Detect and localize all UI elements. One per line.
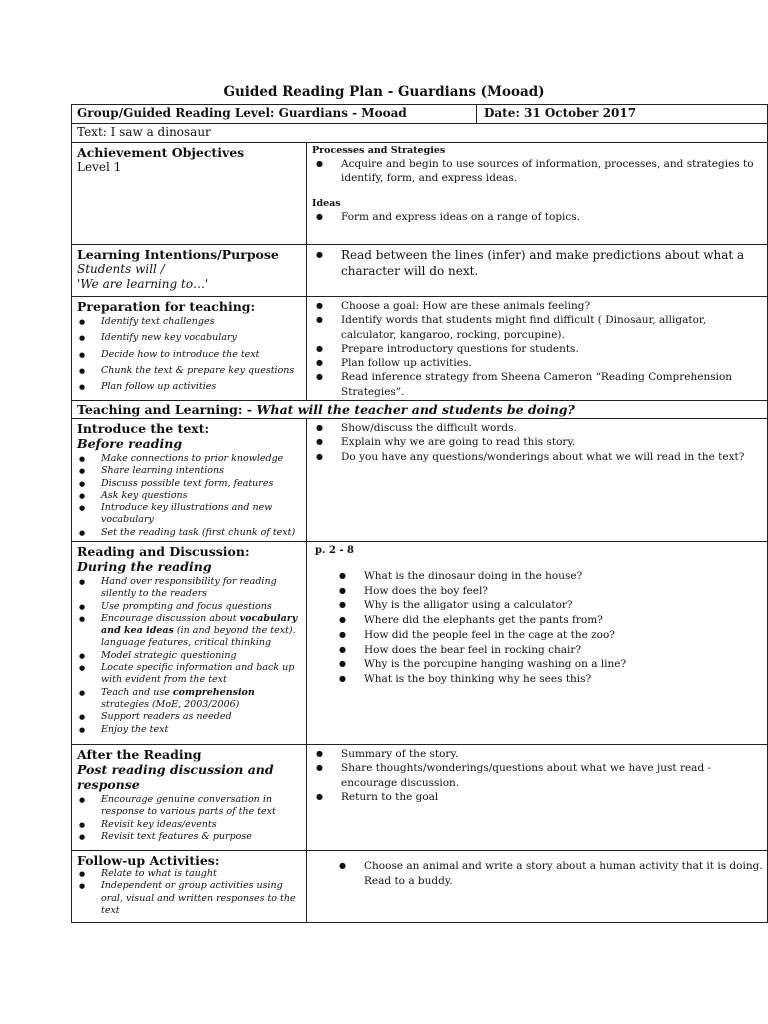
list-item: ● Share learning intentions [77,465,302,477]
list-item: ● Do you have any questions/wonderings about what we will read in the text? [312,450,763,464]
achievement-left [72,143,307,245]
list-item: ● Explain why we are going to read this story. [312,435,763,449]
processes-list [312,157,763,186]
list-item: ● Encourage discussion about vocabulary and kea ideas (in and beyond the text). language features, critical thinking [77,613,302,650]
processes-heading: Processes and Strategies [312,145,446,156]
learning-line2: 'We are learning to…' [77,277,209,291]
list-item: ● Make connections to prior knowledge [77,453,302,465]
group-row [72,105,768,124]
list-item: ● Ask key questions [77,490,302,502]
list-item: ● Hand over responsibility for reading silently to the readers [77,576,302,601]
list-item: ● Share thoughts/wonderings/questions about what we have just read - encourage discussion. [312,761,763,790]
list-item: ● Choose an animal and write a story about a human activity that it is doing. Read to a buddy. [312,859,763,888]
introduce-subheading: Before reading [77,436,183,451]
list-item: ● Why is the porcupine hanging washing on a line? [312,657,763,672]
followup-left-list [77,868,302,917]
introduce-right-list [312,421,763,464]
teaching-cell [72,401,768,419]
list-item: ● Model strategic questioning [77,650,302,662]
preparation-left [72,297,307,401]
list-item: ● Enjoy the text [77,724,302,736]
learning-row [72,245,768,297]
list-item: ● Use prompting and focus questions [77,601,302,613]
list-item: ● Plan follow up activities. [312,356,763,370]
after-left [72,745,307,851]
reading-left [72,542,307,745]
list-item: ● How did the people feel in the cage at the zoo? [312,628,763,643]
group-cell: Group/Guided Reading Level: Guardians - Mooad [72,105,477,124]
teaching-question: What will the teacher and students be doing? [256,402,575,417]
list-item: ● How does the boy feel? [312,584,763,599]
reading-left-list [77,576,302,736]
learning-right [307,245,768,297]
preparation-row [72,297,768,401]
plan-table [71,104,768,923]
list-item: ● Identify text challenges [77,316,302,328]
list-item: ● Support readers as needed [77,711,302,723]
achievement-level: Level 1 [77,160,122,174]
introduce-right [307,419,768,542]
list-item: ● Where did the elephants get the pants from? [312,613,763,628]
followup-row [72,851,768,923]
list-item: ● Show/discuss the difficult words. [312,421,763,435]
introduce-left-list [77,453,302,539]
list-item: ● Read between the lines (infer) and make predictions about what a character will do next. [312,247,763,279]
learning-left [72,245,307,297]
reading-heading: Reading and Discussion: [77,544,250,559]
text-cell: Text: I saw a dinosaur [72,124,768,143]
reading-subheading: During the reading [77,559,212,574]
learning-line1: Students will / [77,262,165,276]
list-item: ● Locate specific information and back up with evident from the text [77,662,302,687]
followup-right [307,851,768,923]
list-item: ● Revisit text features & purpose [77,831,302,843]
list-item: ● What is the dinosaur doing in the house? [312,569,763,584]
preparation-right [307,297,768,401]
preparation-heading: Preparation for teaching: [77,299,256,314]
list-item: ● Set the reading task (first chunk of text) [77,527,302,539]
list-item: ● Independent or group activities using oral, visual and written responses to the text [77,880,302,917]
list-item: ● Why is the alligator using a calculator? [312,598,763,613]
teaching-row [72,401,768,419]
after-subheading: Post reading discussion and response [77,762,274,792]
followup-heading: Follow-up Activities: [77,853,220,868]
preparation-left-list [77,316,302,393]
introduce-heading: Introduce the text: [77,421,210,436]
after-left-list [77,794,302,843]
introduce-row [72,419,768,542]
teaching-label: Teaching and Learning: - [77,402,257,417]
page-range: p. 2 - 8 [315,545,354,556]
list-item: ● Read inference strategy from Sheena Cameron “Reading Comprehension Strategies”. [312,370,763,399]
date-cell: Date: 31 October 2017 [477,105,768,124]
preparation-right-list [312,299,763,399]
list-item: ● Acquire and begin to use sources of information, processes, and strategies to identify, form, and express ideas. [312,157,763,186]
list-item: ● Form and express ideas on a range of topics. [312,210,763,224]
reading-row [72,542,768,745]
text-row [72,124,768,143]
list-item: ● Relate to what is taught [77,868,302,880]
achievement-row [72,143,768,245]
list-item: ● Decide how to introduce the text [77,349,302,361]
list-item: ● Plan follow up activities [77,381,302,393]
achievement-right [307,143,768,245]
list-item: ● Chunk the text & prepare key questions [77,365,302,377]
reading-right-list [312,569,763,687]
list-item: ● Introduce key illustrations and new vocabulary [77,502,302,527]
list-item: ● Revisit key ideas/events [77,819,302,831]
list-item: ● What is the boy thinking why he sees this? [312,672,763,687]
list-item: ● How does the bear feel in rocking chair? [312,643,763,658]
list-item: ● Summary of the story. [312,747,763,761]
list-item: ● Encourage genuine conversation in response to various parts of the text [77,794,302,819]
after-right-list [312,747,763,804]
after-right [307,745,768,851]
ideas-heading: Ideas [312,197,341,209]
list-item: ● Return to the goal [312,790,763,804]
list-item: ● Identify words that students might find difficult ( Dinosaur, alligator, calculator, kangaroo, rocking, porcupine). [312,313,763,342]
learning-list [312,247,763,279]
after-row [72,745,768,851]
reading-right [307,542,768,745]
page-title: Guided Reading Plan - Guardians (Mooad) [223,84,545,100]
followup-left [72,851,307,923]
followup-right-list [312,859,763,888]
introduce-left [72,419,307,542]
ideas-list [312,210,763,224]
list-item: ● Prepare introductory questions for students. [312,342,763,356]
list-item: ● Choose a goal: How are these animals feeling? [312,299,763,313]
list-item: ● Discuss possible text form, features [77,478,302,490]
after-heading: After the Reading [77,747,202,762]
list-item: ● Identify new key vocabulary [77,332,302,344]
list-item: ● Teach and use comprehension strategies (MoE, 2003/2006) [77,687,302,712]
achievement-heading: Achievement Objectives [77,145,245,160]
learning-heading: Learning Intentions/Purpose [77,247,279,262]
